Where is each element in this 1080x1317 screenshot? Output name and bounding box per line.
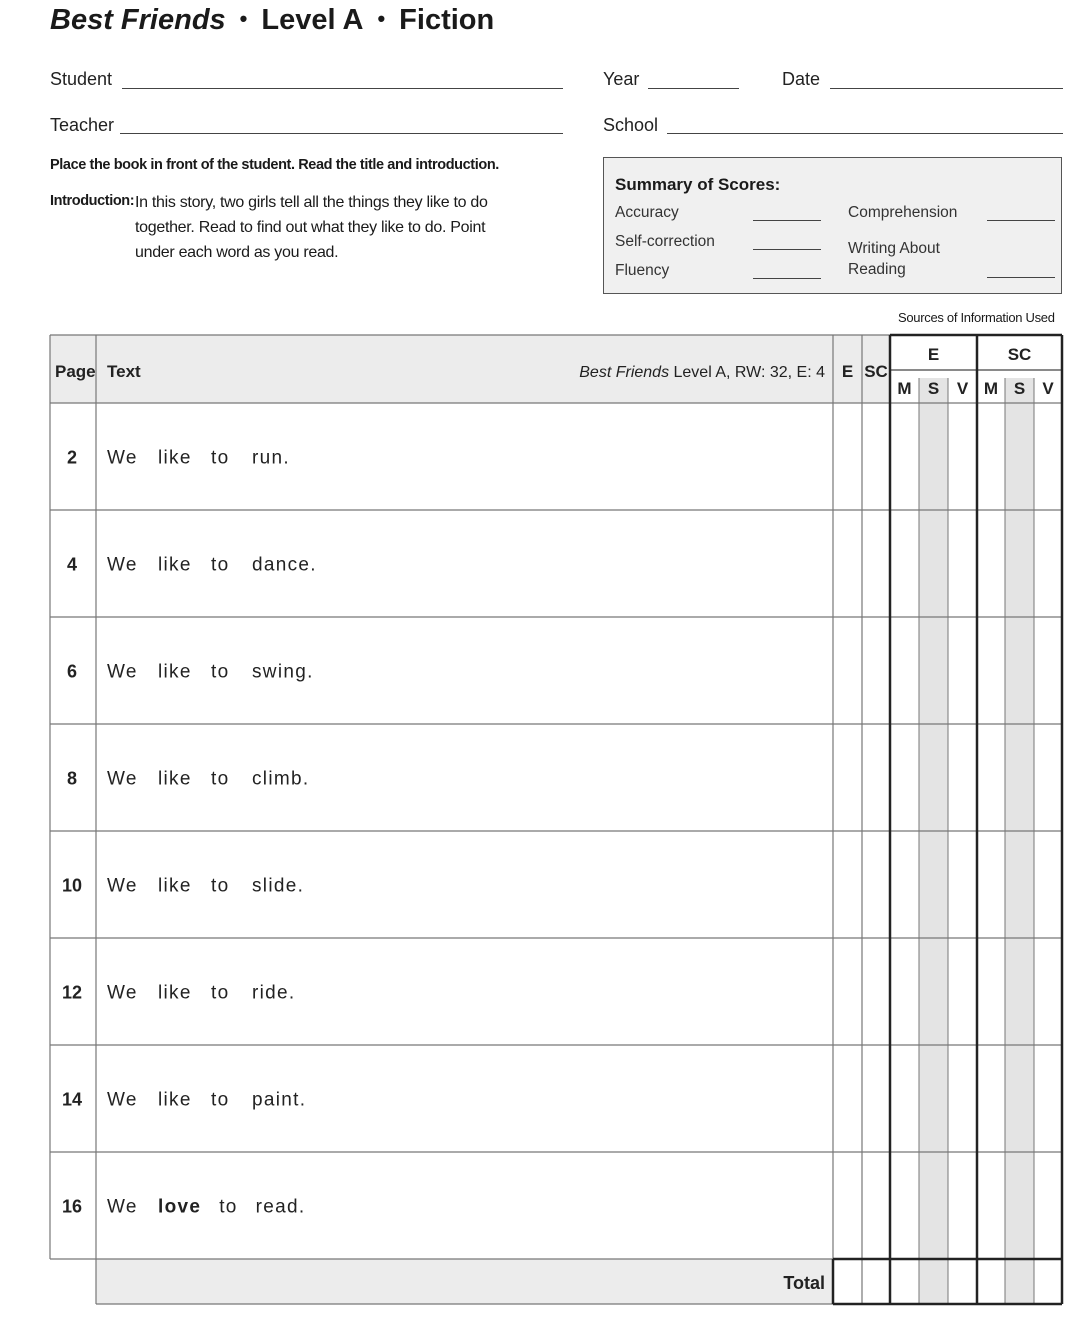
e-s-column-shade — [919, 378, 948, 1304]
level-label: Level A — [261, 4, 364, 36]
book-title: Best Friends — [50, 4, 226, 36]
row-word: love — [158, 1196, 202, 1218]
row-word: like — [158, 1089, 192, 1111]
accuracy-label: Accuracy — [615, 204, 679, 221]
row-word: paint. — [252, 1089, 307, 1111]
row-word: We — [107, 768, 138, 790]
fluency-label: Fluency — [615, 262, 670, 279]
row-word: ride. — [252, 982, 296, 1004]
title-separator-2: • — [377, 6, 386, 31]
total-label: Total — [783, 1273, 825, 1293]
sc-s-column-shade — [1005, 378, 1034, 1304]
row-word: like — [158, 554, 192, 576]
row-word: We — [107, 875, 138, 897]
row-word: like — [158, 768, 192, 790]
text-header: Text — [107, 362, 141, 381]
e-group-header: E — [927, 345, 940, 364]
row-word: read. — [255, 1196, 306, 1218]
page-number: 2 — [66, 447, 78, 468]
row-word: We — [107, 1196, 138, 1218]
page-number: 4 — [66, 554, 78, 575]
sc-m-header: M — [983, 379, 999, 398]
reading-label: Reading — [848, 261, 906, 278]
row-word: We — [107, 661, 138, 683]
page-header: Page — [55, 362, 96, 381]
row-word: like — [158, 982, 192, 1004]
teacher-label: Teacher — [50, 115, 115, 135]
row-word: We — [107, 554, 138, 576]
book-reference — [579, 364, 825, 381]
self-correction-label: Self-correction — [615, 233, 715, 250]
row-word: like — [158, 447, 192, 469]
e-v-header: V — [956, 379, 969, 398]
row-word: like — [158, 875, 192, 897]
page-number: 12 — [61, 982, 83, 1003]
comprehension-label: Comprehension — [848, 204, 958, 221]
sc-column-header: SC — [864, 362, 888, 381]
row-word: to — [211, 1089, 230, 1111]
row-word: climb. — [252, 768, 310, 790]
row-word: We — [107, 1089, 138, 1111]
school-label: School — [603, 115, 659, 135]
row-word: to — [211, 982, 230, 1004]
introduction-label: Introduction: — [50, 193, 135, 209]
total-row-background — [96, 1259, 833, 1304]
student-label: Student — [50, 69, 113, 89]
row-word: We — [107, 447, 138, 469]
row-word: We — [107, 982, 138, 1004]
writing-about-label: Writing About — [848, 240, 940, 257]
e-column-header: E — [841, 362, 854, 381]
book-reference-details: Level A, RW: 32, E: 4 — [669, 364, 825, 381]
row-word: swing. — [252, 661, 314, 683]
page-number: 14 — [61, 1089, 83, 1110]
book-reference-title: Best Friends — [579, 364, 670, 381]
page-number: 6 — [66, 661, 78, 682]
genre-label: Fiction — [399, 4, 495, 36]
row-word: slide. — [252, 875, 305, 897]
row-word: to — [211, 768, 230, 790]
title-separator-1: • — [239, 6, 248, 31]
sc-group-header: SC — [1007, 345, 1032, 364]
e-s-header: S — [927, 379, 940, 398]
page-number: 8 — [66, 768, 78, 789]
page-number: 10 — [61, 875, 83, 896]
introduction-text: In this story, two girls tell all the things they like to do together. Read to find out what they like to do. Point under each word as you read. — [135, 194, 488, 261]
row-word: dance. — [252, 554, 317, 576]
row-word: to — [211, 661, 230, 683]
row-word: to — [219, 1196, 238, 1218]
row-word: to — [211, 554, 230, 576]
row-word: to — [211, 447, 230, 469]
instructions: Place the book in front of the student. Read the title and introduction. — [50, 157, 499, 173]
sc-v-header: V — [1042, 379, 1054, 398]
date-label: Date — [782, 69, 821, 89]
page-number: 16 — [61, 1196, 83, 1217]
row-word: to — [211, 875, 230, 897]
sources-label: Sources of Information Used — [898, 310, 1055, 325]
row-word: like — [158, 661, 192, 683]
year-label: Year — [603, 69, 640, 89]
row-word: run. — [252, 447, 290, 469]
e-m-header: M — [897, 379, 912, 398]
sc-s-header: S — [1013, 379, 1026, 398]
summary-title: Summary of Scores: — [615, 175, 781, 194]
